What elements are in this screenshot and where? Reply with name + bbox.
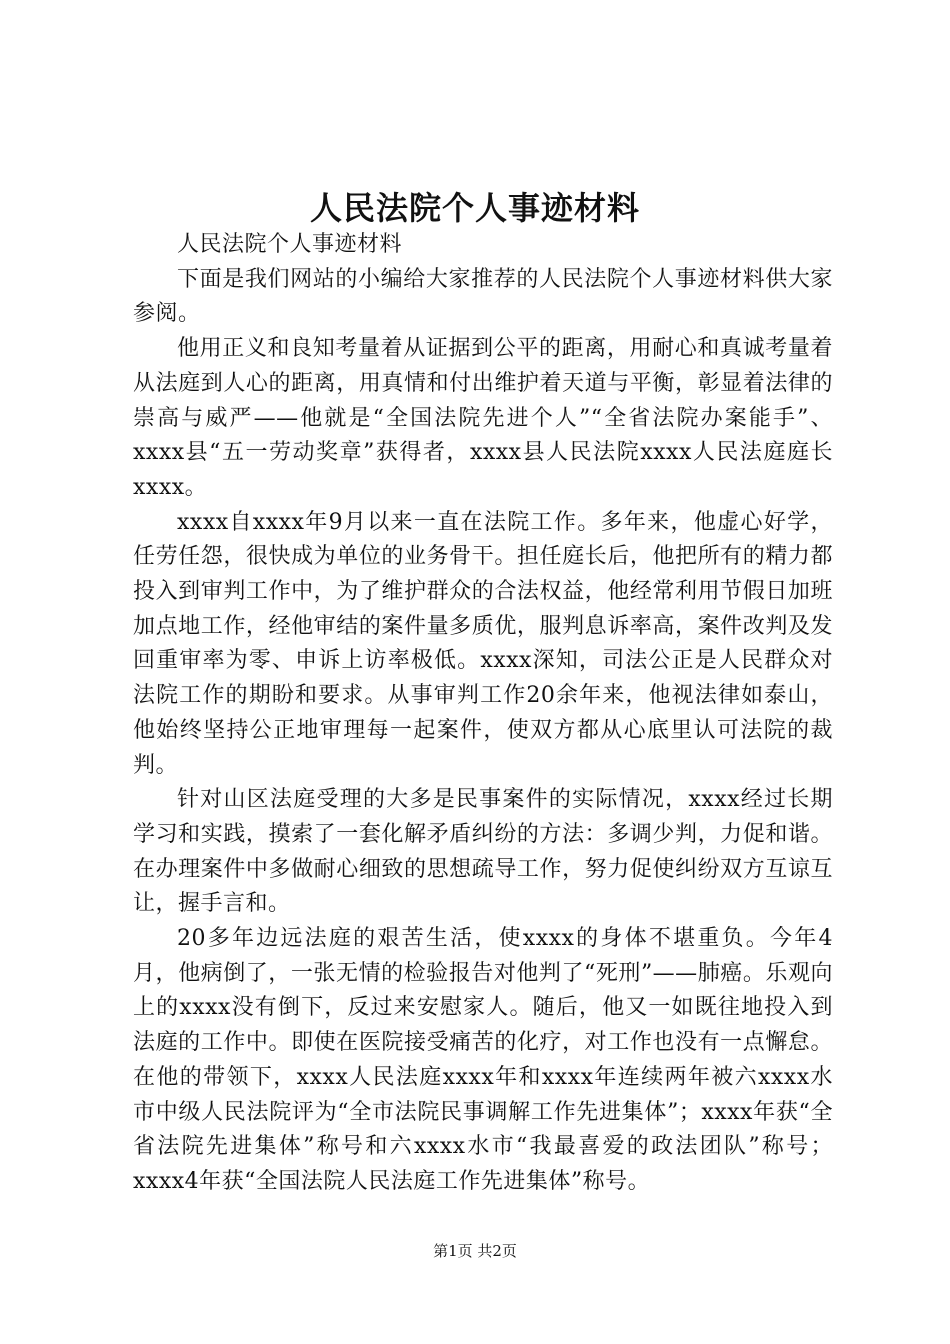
paragraph-intro: 下面是我们网站的小编给大家推荐的人民法院个人事迹材料供大家参阅。 <box>133 266 833 327</box>
document-body <box>133 228 833 1200</box>
page-number-footer: 第1页 共2页 <box>433 1242 517 1260</box>
paragraph-illness: 20多年边远法庭的艰苦生活，使xxxx的身体不堪重负。今年4月，他病倒了，一张无情的检验报告对他判了“死刑”——肺癌。乐观向上的xxxx没有倒下，反过来安慰家人。随后，他又一如既往地投入到法庭的工作中。即使在医院接受痛苦的化疗，对工作也没有一点懈怠。在他的带领下，xxxx人民法庭xxxx年和xxxx年连续两年被六xxxx水市中级人民法院评为“全市法院民事调解工作先进集体”；xxxx年获“全省法院先进集体”称号和六xxxx水市“我最喜爱的政法团队”称号；xxxx4年获“全国法院人民法庭工作先进集体”称号。 <box>133 926 833 1194</box>
document-title: 人民法院个人事迹材料 <box>309 189 640 227</box>
paragraph-subtitle: 人民法院个人事迹材料 <box>177 232 403 257</box>
paragraph-profile: 他用正义和良知考量着从证据到公平的距离，用耐心和真诚考量着从法庭到人心的距离，用真情和付出维护着天道与平衡，彰显着法律的崇高与威严——他就是“全国法院先进个人”“全省法院办案能手”、xxxx县“五一劳动奖章”获得者，xxxx县人民法院xxxx人民法庭庭长xxxx。 <box>133 336 833 500</box>
paragraph-mediation: 针对山区法庭受理的大多是民事案件的实际情况，xxxx经过长期学习和实践，摸索了一套化解矛盾纠纷的方法：多调少判，力促和谐。在办理案件中多做耐心细致的思想疏导工作，努力促使纠纷双方互谅互让，握手言和。 <box>133 787 833 917</box>
paragraph-career: xxxx自xxxx年9月以来一直在法院工作。多年来，他虚心好学，任劳任怨，很快成为单位的业务骨干。担任庭长后，他把所有的精力都投入到审判工作中，为了维护群众的合法权益，他经常利用节假日加班加点地工作，经他审结的案件量多质优，服判息诉率高，案件改判及发回重审率为零、申诉上访率极低。xxxx深知，司法公正是人民群众对法院工作的期盼和要求。从事审判工作20余年来，他视法律如泰山，他始终坚持公正地审理每一起案件，使双方都从心底里认可法院的裁判。 <box>133 509 833 778</box>
